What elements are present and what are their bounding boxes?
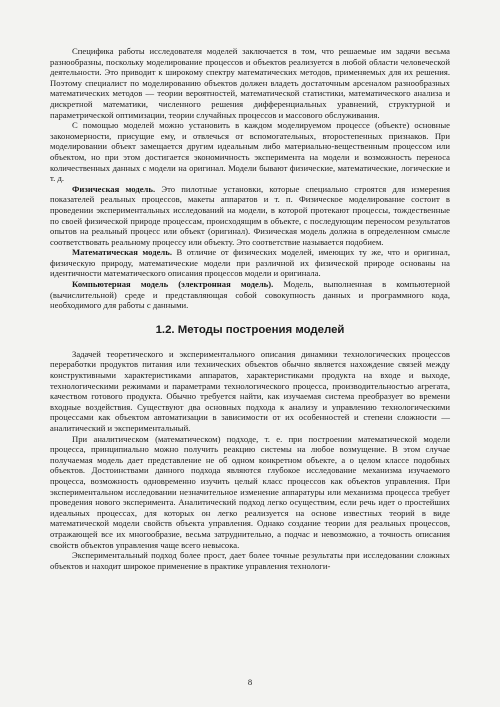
paragraph [50, 550, 450, 571]
section-heading: 1.2. Методы построения моделей [155, 323, 345, 336]
paragraph-computer-model [50, 279, 450, 311]
body-after-section [50, 349, 450, 571]
paragraph-text: С помощью моделей можно установить в каждом моделируемом процессе (объекте) основные закономерности, присущие ему, и отвлечься от вспомогательных, второстепенных признаков. При моделировании объект замещается другим идеальным либо материально-вещественным процессом или объектом, но при этом достигается экономичность эксперимента на модели и возможность переноса количественных данных с модели на оригинал. Модели бывают физические, математические, логические и т. д. [50, 120, 450, 184]
term-mathematical-model: Математическая модель. [72, 247, 172, 258]
term-physical-model: Физическая модель. [72, 183, 156, 194]
page-number: 8 [247, 677, 253, 687]
paragraph-text: Модель, выполненная в компьютерной (вычислительной) среде и представляющая собой совокупность данных и программного кода, необходимого для работы с данными. [50, 279, 450, 311]
paragraph-text: При аналитическом (математическом) подходе, т. е. при построении математической модели процесса, принципиально можно получить реакцию системы на любое возмущение. В этом случае получаемая модель дает представление не об одном конкретном объекте, а о целом классе подобных объектов. Достоинствами данного подхода являются глубокое исследование механизма изучаемого процесса, возможность одновременно изучить целый класс процессов как объектов управления. При экспериментальном исследовании незначительное изменение аппаратуры или механизма процесса требует проведения нового эксперимента. Аналитический подход легко осуществим, если речь идет о простейших идеальных процессах, для которых он легко реализуется на основе известных теорий в виде математической модели свойств объекта управления. Однако создание теории для реальных процессов, отражающей все их многообразие, весьма затруднительно, а подчас и невозможно, а точность описания свойств объектов управления чаще всего невысока. [50, 433, 450, 550]
paragraph [50, 434, 450, 551]
paragraph [50, 46, 450, 120]
paragraph-text: Специфика работы исследователя моделей заключается в том, что решаемые им задачи весьма разнообразны, поскольку моделирование процессов и объектов реализуется в любой области человеческой деятельности. Это приводит к широкому спектру математических методов, применяемых для их решения. Поэтому специалист по моделированию объектов должен владеть достаточным арсеналом разнообразных математических методов — теории вероятностей, математической статистики, математического анализа и дискретной математики, численного решения дифференциальных уравнений, структурной и параметрической оптимизации, теории случайных процессов и массового обслуживания. [50, 46, 450, 120]
paragraph-text: Задачей теоретического и экспериментального описания динамики технологических процессов переработки продуктов питания или технических объектов обычно является нахождение связей между конструктивными характеристиками аппаратов, характеристиками продукта на входе и выходе, технологическими режимами и параметрами технологического процесса, производительностью агрегата, качеством готового продукта. Обычно требуется найти, как изучаемая система преобразует во времени входные воздействия. Существуют два основных подхода к анализу и управлению технологическими процессами как объектом автоматизации в зависимости от их особенностей и степени сложности — аналитический и экспериментальный. [50, 348, 450, 433]
paragraph-mathematical-model [50, 247, 450, 279]
paragraph [50, 120, 450, 184]
paragraph [50, 349, 450, 434]
paragraph-text: Экспериментальный подход более прост, дает более точные результаты при исследовании сложных объектов и находит широкое применение в практике управления технологи- [50, 550, 450, 571]
paragraph-text: В отличие от физических моделей, имеющих ту же, что и оригинал, физическую природу, математические модели при различной их физической природе основаны на идентичности математического описания процессов модели и оригинала. [50, 247, 451, 279]
body-before-section [50, 46, 450, 311]
paragraph-text: Это пилотные установки, которые специально строятся для измерения показателей реальных процессов, макеты аппаратов и т. п. Физическое моделирование состоит в проведении экспериментальных исследований на модели, в которой протекают процессы, тождественные по своей физической природе процессам, происходящим в объекте, с последующим переносом результатов опытов на реальный процесс или объект (оригинал). Физическая модель должна в определенном смысле соответствовать реальному процессу или объекту. Это соответствие называется подобием. [50, 183, 450, 247]
paragraph-physical-model [50, 184, 450, 248]
term-computer-model: Компьютерная модель (электронная модель). [72, 279, 274, 290]
